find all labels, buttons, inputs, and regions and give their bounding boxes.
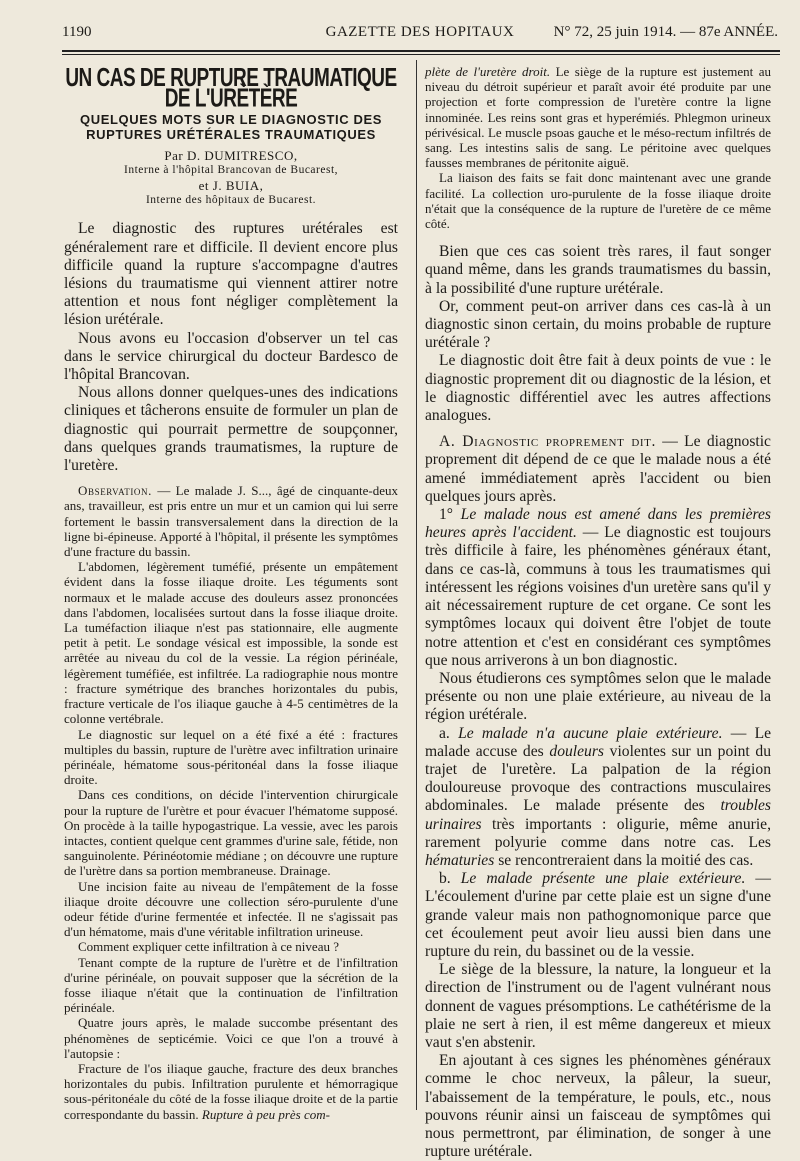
body-paragraph: Bien que ces cas soient très rares, il faut songer quand même, dans les grands traumatismes du bassin, à la possibilité d'une rupture urétérale. (425, 243, 771, 297)
header-rule-thick (62, 50, 780, 52)
intro-paragraph: Le diagnostic des ruptures urétérales est généralement rare et difficile. Il devient encore plus difficile quand la rupture s'accompagne d'autres lésions du traumatisme qui viennent attirer notre attention et nous font négliger complètement la lésion urétérale. (64, 220, 398, 329)
article-title: UN CAS DE RUPTURE TRAUMATIQUE DE L'URÈTÈRE (65, 64, 397, 114)
diagnosis-section (425, 243, 771, 1161)
intro-paragraph: Nous avons eu l'occasion d'observer un tel cas dans le service chirurgical du docteur Bardesco de l'hôpital Brancovan. (64, 329, 398, 384)
body-paragraph: Nous étudierons ces symptômes selon que le malade présente ou non une plaie extérieure, au niveau de la région urétérale. (425, 669, 771, 724)
body-paragraph: L'abdomen, légèrement tuméfié, présente un empâtement évident dans la fosse iliaque droite. Les téguments sont normaux et le malade accuse des douleurs assez prononcées dans l'abdomen, localisées surtout dans la fosse iliaque droite. La tuméfaction iliaque n'est pas stationnaire, elle augmente petit à petit. Le sondage vésical est impossible, la sonde est arrêtée au niveau du col de la vessie. La région périnéale, légèrement tuméfiée, est infiltrée. La radiographie nous montre : fracture symétrique des branches horizontales du pubis, fracture verticale de l'os iliaque gauche à 4-5 centimètres de la colonne vertébrale. (64, 559, 398, 727)
autopsy-paragraph: Fracture de l'os iliaque gauche, fracture des deux branches horizontales du pubis. Infiltration purulente et hémorragique sous-péritonéale du côté de la fosse iliaque droite et de la partie correspondante du bassin. Rupture à peu près com- (64, 1060, 398, 1122)
autopsy-continuation: plète de l'uretère droit. Le siège de la rupture est justement au niveau du détroit supérieur et paraît avoir été produite par une projection et forte compression de l'uretère contre la ligne innominée. Les reins sont gras et hyperémiés. Phlegmon urineux périvésical. Le muscle psoas gauche et le méso-rectum infiltrés de sang. Les intestins salis de sang. Le péritoine avec quelques fausses membranes de péritonite aiguë. (425, 64, 771, 171)
body-paragraph: Quatre jours après, le malade succombe présentant des phénomènes de septicémie. Voici ce que l'on a trouvé à l'autopsie : (64, 1015, 398, 1061)
author-1-role: Interne à l'hôpital Brancovan de Bucarest, (123, 164, 339, 177)
issue-info: N° 72, 25 juin 1914. — 87e ANNÉE. (553, 24, 778, 40)
body-paragraph: Le siège de la blessure, la nature, la longueur et la direction de l'instrument ou de l'agent vulnérant nous donnent de vagues présomptions. Le cathétérisme de la plaie ne sert à rien, il est même dangereux et mieux vaut s'en abstenir. (425, 961, 771, 1051)
body-paragraph: Or, comment peut-on arriver dans ces cas-là à un diagnostic sinon certain, du moins probable de rupture urétérale ? (425, 297, 771, 352)
section-a-heading: A. Diagnostic proprement dit. (439, 433, 656, 451)
column-divider (416, 60, 417, 1110)
page-number: 1190 (62, 24, 92, 40)
right-column (425, 64, 771, 1161)
body-paragraph: Le diagnostic sur lequel on a été fixé a été : fractures multiples du bassin, rupture de l'urètre avec infiltration urinaire périnéale, hématome sous-péritonéal dans la fosse iliaque droite. (64, 726, 398, 788)
body-paragraph: Dans ces conditions, on décide l'intervention chirurgicale pour la rupture de l'urètre et pour évacuer l'hématome supposé. On procède à la taille hypogastrique. La vessie, avec les parois intactes, contient quelque cent grammes d'urine sale, fétide, non sanguinolente. Périnéotomie médiane ; on découvre une rupture de l'urètre dans sa portion membraneuse. Drainage. (64, 787, 398, 879)
left-column (64, 64, 398, 1122)
author-2: et J. BUIA, (198, 178, 264, 194)
sub-a-paragraph: a. Le malade n'a aucune plaie extérieure. — Le malade accuse des douleurs violentes sur un point du trajet de l'uretère. La palpation de la région douloureuse provoque des contractions musculaires abdominales. Le malade présente des troubles urinaires très importants : oligurie, même anurie, rarement polyurie comme dans notre cas. Les hématuries se rencontreraient dans la moitié des cas. (425, 724, 772, 869)
body-paragraph: Comment expliquer cette infiltration à ce niveau ? (78, 939, 339, 955)
intro-paragraph: Nous allons donner quelques-unes des indications cliniques et tâcherons ensuite de formuler un plan de diagnostic qui pourrait permettre de soupçonner, dans quelques grands traumatismes, la rupture de l'uretère. (64, 384, 398, 475)
observation-text: — Le malade J. S..., âgé de cinquante-deux ans, travailleur, est pris entre un mur et un camion qui lui serre fortement le bassin transversalement dans la direction de la ligne bi-épineuse. Apporté à l'hôpital, il présente les symptômes d'une fracture du bassin. (64, 483, 398, 560)
page-header (62, 22, 778, 46)
observation-paragraph (64, 483, 398, 559)
body-paragraph: Le diagnostic doit être fait à deux points de vue : le diagnostic proprement dit ou diagnostic de la lésion, et le diagnostic différentiel avec les autres affections analogues. (425, 352, 771, 425)
sub-b-paragraph: b. Le malade présente une plaie extérieure. — L'écoulement d'urine par cette plaie est un signe d'une grande valeur mais non pathognomonique parce que cet écoulement peut avoir lieu aussi bien dans une rupture du rein, du bassinet ou de la vessie. (425, 870, 771, 960)
author-2-role: Interne des hôpitaux de Bucarest. (145, 194, 317, 207)
header-rule-thin (62, 54, 780, 55)
intro-section (64, 220, 398, 475)
body-paragraph: Une incision faite au niveau de l'empâtement de la fosse iliaque droite découvre une collection séro-purulente d'une odeur fétide d'urine fermentée et infectée. Il ne s'agissait pas d'un hématome, mais d'une véritable infiltration urineuse. (64, 878, 398, 940)
body-paragraph: Tenant compte de la rupture de l'urètre et de l'infiltration d'urine périnéale, on pouvait supposer que la sécrétion de la fosse iliaque n'était que la continuation de l'infiltration périnéale. (64, 954, 398, 1016)
article-subtitle: QUELQUES MOTS SUR LE DIAGNOSTIC DES RUPTURES URÉTÉRALES TRAUMATIQUES (80, 112, 382, 143)
point-1-paragraph: 1° Le malade nous est amené dans les premières heures après l'accident. — Le diagnostic est toujours très difficile à faire, les phénomènes généraux étant, dans ce cas-là, communs à tous les traumatismes qui intéressent les régions voisines d'un uretère sans qu'il y ait nécessairement rupture de cet organe. Ce sont les symptômes locaux qui doivent être l'objet de toute notre attention et c'est en considérant ces symptômes que nous arriverons à un bon diagnostic. (425, 506, 771, 669)
journal-title: GAZETTE DES HOPITAUX (325, 24, 515, 40)
observation-label: Observation. (78, 483, 152, 499)
section-a-paragraph: A. Diagnostic proprement dit. — Le diagnostic proprement dit dépend de ce que le malade nous a été amené immédiatement après l'accident ou bien quelques jours après. (425, 433, 771, 505)
body-paragraph: En ajoutant à ces signes les phénomènes généraux comme le choc nerveux, la pâleur, la sueur, l'abaissement de la température, le pouls, etc., nous pouvons réunir ainsi un faisceau de symptômes qui nous permettront, par élimination, de songer à une rupture urétérale. (425, 1052, 771, 1161)
author-1: Par D. DUMITRESCO, (164, 148, 298, 164)
body-paragraph: La liaison des faits se fait donc maintenant avec une grande facilité. La collection uro-purulente de la fosse iliaque droite n'était que la conséquence de la rupture de l'uretère de ce même côté. (425, 170, 771, 232)
